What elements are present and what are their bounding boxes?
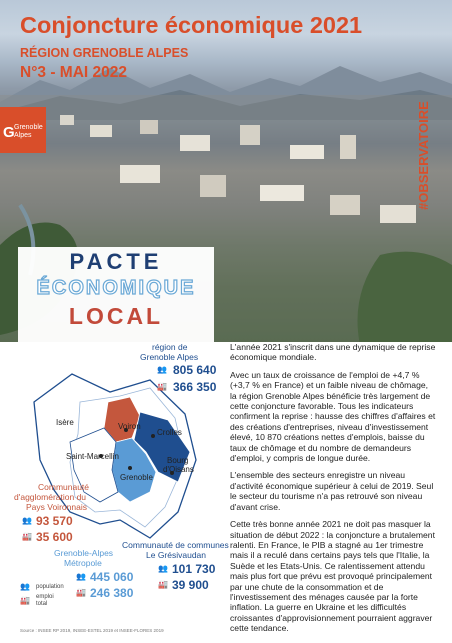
paragraph-outlook: Cette très bonne année 2021 ne doit pas masquer la situation de début 2022 : la conjoncture a brutalement ralenti. En France, le PIB a stagné au 1er trimestre mais il a reculé dans certains pays tels que l'Italie, la Suède et les Etats-Unis. Ce ralentissement attendu mais plus fort que prévu est provoqué principalement par une chute de la consommation et de l'investissement des ménages causée par la forte inflation. La guerre en Ukraine et les difficultés croissantes d'approvisionnement pourraient aggraver cette tendance. xyxy=(230,519,435,634)
legend-jobs-icon: 🏭 xyxy=(20,596,30,605)
pacte-line1: PACTE xyxy=(69,249,163,274)
stat-grenoble-alpes-jobs: 366 350 xyxy=(173,380,217,394)
pacte-line2: ÉCONOMIQUE xyxy=(36,277,196,299)
map-label-grenoble: Grenoble xyxy=(120,473,153,482)
observatoire-tag: #OBSERVATOIRE xyxy=(416,101,431,210)
metropole-label2: Métropole xyxy=(64,558,102,568)
metropole-label1: Grenoble-Alpes xyxy=(54,548,114,558)
region-grenoble-alpes-label1: région de xyxy=(152,342,188,352)
map-label-isere: Isère xyxy=(56,418,74,427)
population-icon: 👥 xyxy=(76,572,86,581)
stat-voironnais-population: 93 570 xyxy=(36,514,73,528)
jobs-icon: 🏭 xyxy=(157,382,167,391)
stat-grenoble-alpes-population: 805 640 xyxy=(173,363,217,377)
gresivaudan-label1: Communauté de communes xyxy=(122,540,229,550)
body-text xyxy=(230,342,436,641)
legend-jobs-line1: emploi xyxy=(36,594,54,600)
stat-gresivaudan-population: 101 730 xyxy=(172,562,216,576)
gresivaudan-label2: Le Grésivaudan xyxy=(146,550,207,560)
grenoble-alpes-logo xyxy=(0,107,46,153)
map-label-saint-marcellin: Saint-Marcellin xyxy=(66,452,119,461)
source-note: Source : INSEE RP 2019, INSEE-ESTEL 2019 et INSEE-FLORES 2019 xyxy=(20,628,164,633)
page-title: Conjoncture économique 2021 xyxy=(20,12,363,38)
pacte-economique-logo xyxy=(18,247,214,343)
issue-number: N°3 - MAI 2022 xyxy=(20,64,127,81)
legend-population-icon: 👥 xyxy=(20,582,30,591)
legend-population: population xyxy=(36,584,64,590)
region-grenoble-alpes-label2: Grenoble Alpes xyxy=(140,352,199,362)
jobs-icon: 🏭 xyxy=(158,580,168,589)
stat-voironnais-jobs: 35 600 xyxy=(36,530,73,544)
logo-line1: Grenoble xyxy=(14,124,43,131)
map-label-oisans: d'Oisans xyxy=(163,465,194,474)
population-icon: 👥 xyxy=(22,516,32,525)
map-label-voiron: Voiron xyxy=(118,422,141,431)
voironnais-label2: d'agglomération du xyxy=(14,492,87,502)
voironnais-label3: Pays Voironnais xyxy=(26,502,87,512)
logo-line2: Alpes xyxy=(14,132,32,139)
logo-glyph: G xyxy=(3,124,15,141)
region-subtitle: RÉGION GRENOBLE ALPES xyxy=(20,46,189,60)
stat-metropole-population: 445 060 xyxy=(90,570,134,584)
jobs-icon: 🏭 xyxy=(76,588,86,597)
paragraph-intro: L'année 2021 s'inscrit dans une dynamique de reprise économique mondiale. xyxy=(230,342,436,363)
map-label-crolles: Crolles xyxy=(157,428,182,437)
paragraph-sectors: L'ensemble des secteurs enregistre un niveau d'activité économique supérieur à celui de 2019. Seul le secteur du tourisme n'a pas retrouvé son niveau d'avant crise. xyxy=(230,470,434,512)
voironnais-label1: Communauté xyxy=(38,482,90,492)
population-icon: 👥 xyxy=(158,564,168,573)
jobs-icon: 🏭 xyxy=(22,532,32,541)
pacte-line3: LOCAL xyxy=(68,303,164,329)
map-label-bourg: Bourg xyxy=(167,456,189,465)
stat-metropole-jobs: 246 380 xyxy=(90,586,134,600)
paragraph-growth: Avec un taux de croissance de l'emploi de +4,7 % (+3,7 % en France) et un faible niveau de chômage, la région Grenoble Alpes bénéficie très largement de cette conjoncture favorable. Tous les indicateurs confirment la reprise : hausse des chiffres d'affaires et des créations d'entreprises, niveau d'investissement élevé, 10 870 créations nettes d'emplois, baisse du taux de chômage et du nombre de demandeurs d'emploi, y compris de longue durée. xyxy=(230,369,436,464)
territory-map xyxy=(0,342,230,643)
stat-gresivaudan-jobs: 39 900 xyxy=(172,578,209,592)
population-icon: 👥 xyxy=(157,365,167,374)
legend-jobs-line2: total xyxy=(36,601,48,607)
